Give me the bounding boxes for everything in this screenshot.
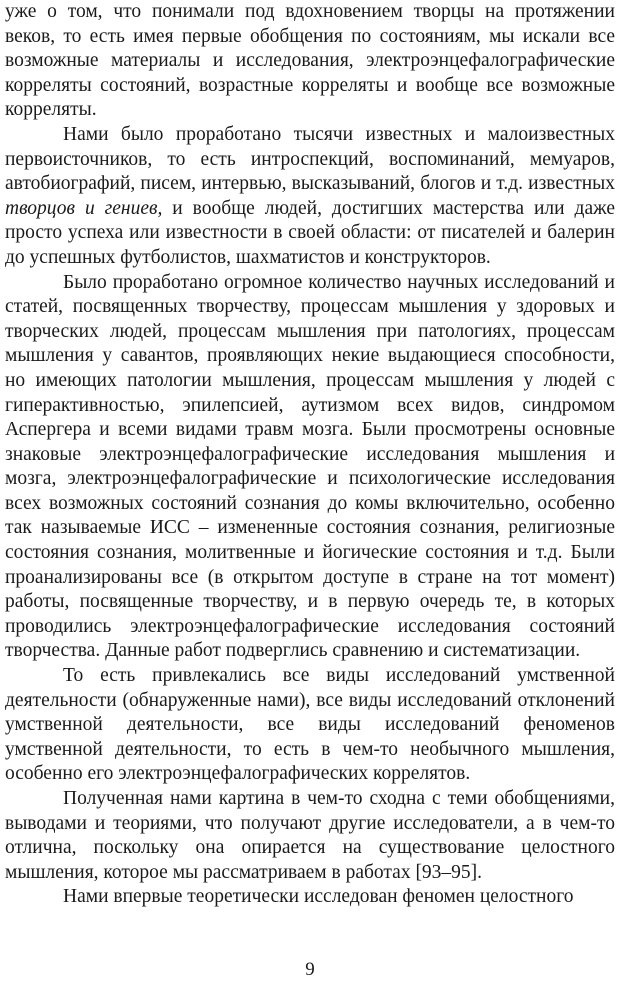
paragraph-1	[5, 0, 615, 123]
paragraph-5-text: Полученная нами картина в чем-то сходна с теми обобщениями, выводами и теориями, что получают другие исследователи, а в чем-то отлична, поскольку она опирается на существование целостного мышления, которое мы рассматриваем в работах [93–95].	[5, 788, 615, 883]
paragraph-2-text-start: Нами было проработано тысячи известных и малоизвестных первоисточников, то есть интроспекций, воспоминаний, мемуаров, автобиографий, писем, интервью, высказываний, блогов и т.д. известных	[5, 123, 615, 195]
paragraph-4	[5, 664, 615, 787]
paragraph-1-text: уже о том, что понимали под вдохновением творцы на протяжении веков, то есть имея первые обобщения по состояниям, мы искали все возможные материалы и исследования, электроэнцефалографические корреляты состояний, возрастные корреляты и вообще все возможные корреляты.	[5, 1, 615, 121]
body-text	[5, 0, 615, 910]
paragraph-3-text: Было проработано огромное количество научных исследований и статей, посвященных творчеству, процессам мышления у здоровых и творческих людей, процессам мышления при патологиях, процессам мышления у савантов, проявляющих некие выдающиеся способности, но имеющих патологии мышления, процессам мышления у людей с гиперактивностью, эпилепсией, аутизмом всех видов, синдромом Аспергера и всеми видами травм мозга. Были просмотрены основные знаковые электроэнцефалографические исследования мышления и мозга, электроэнцефалографические и психологические исследования всех возможных состояний сознания до комы включительно, особенно так называемые ИСС – измененные состояния сознания, религиозные состояния сознания, молитвенные и йогические состояния и т.д. Были проанализированы все (в открытом доступе в стране на тот момент) работы, посвященные творчеству, и в первую очередь те, в которых проводились электроэнцефалографические исследования состояний творчества. Данные работ подверглись сравнению и систематизации.	[5, 271, 615, 662]
paragraph-2-text-end: и вообще людей, достигших мастерства или даже просто успеха или известности в своей области: от писателей и балерин до успешных футболистов, шахматистов и конструкторов.	[5, 197, 615, 268]
paragraph-4-text: То есть привлекались все виды исследований умственной деятельности (обнаруженные нами), все виды исследований отклонений умственной деятельности, все виды исследований феноменов умственной деятельности, то есть в чем-то необычного мышления, особенно его электроэнцефалографических коррелятов.	[5, 665, 615, 785]
paragraph-6-text: Нами впервые теоретически исследован феномен целостного	[63, 886, 574, 908]
paragraph-2-italic-phrase: творцов и гениев,	[5, 197, 163, 219]
paragraph-2	[5, 123, 615, 271]
paragraph-6	[5, 885, 615, 910]
page-number: 9	[305, 959, 315, 980]
paragraph-3	[5, 271, 615, 665]
paragraph-5	[5, 787, 615, 885]
